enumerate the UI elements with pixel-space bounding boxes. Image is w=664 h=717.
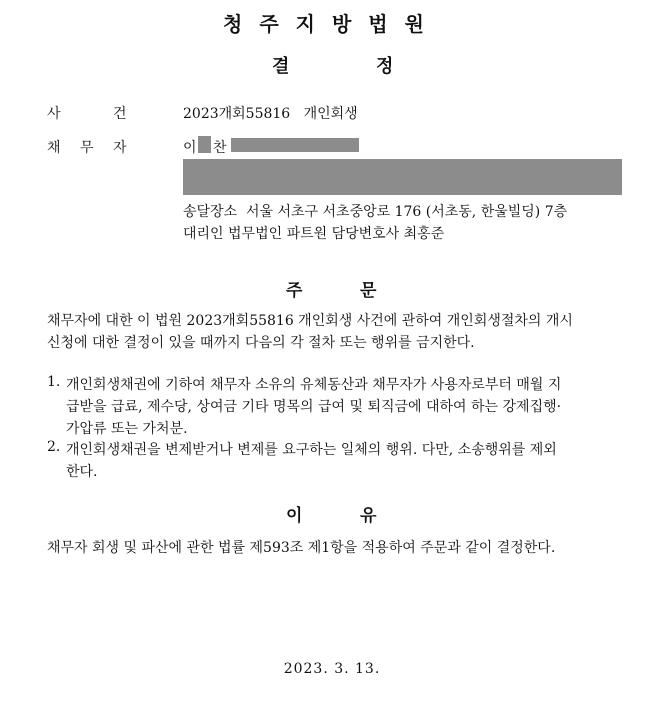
document-type-title <box>0 52 664 76</box>
order-heading-char: 주 <box>286 281 303 301</box>
debtor-name-last: 찬 <box>213 140 227 156</box>
debtor-label-char: 자 <box>113 140 127 156</box>
order-intro-line: 채무자에 대한 이 법원 2023개회55816 개인회생 사건에 관하여 개인회생절차의 개시 <box>47 313 573 329</box>
document-type-char: 정 <box>376 56 394 77</box>
decision-date: 2023. 3. 13. <box>283 661 381 677</box>
redacted-name-block <box>198 136 211 153</box>
reason-text: 채무자 회생 및 파산에 관한 법률 제593조 제1항을 적용하여 주문과 같이 결정한다. <box>47 540 556 556</box>
case-number: 2023개회55816 <box>183 106 291 122</box>
debtor-name-first: 이 <box>183 140 197 156</box>
order-item-line: 가압류 또는 가처분. <box>66 421 188 437</box>
order-item-number: 2. <box>47 439 61 455</box>
order-item-line: 개인회생채권에 기하여 채무자 소유의 유체동산과 채무자가 사용자로부터 매월 지 <box>66 377 562 393</box>
case-label-char: 건 <box>113 106 127 122</box>
case-name: 개인회생 <box>303 106 358 122</box>
document-type-char: 결 <box>272 56 290 77</box>
reason-heading-char: 유 <box>360 506 377 526</box>
legal-agent: 대리인 법무법인 파트원 담당변호사 최홍준 <box>183 226 445 242</box>
order-heading-char: 문 <box>360 281 377 301</box>
redacted-id-block <box>231 138 359 152</box>
order-item-line: 한다. <box>66 464 98 480</box>
order-item-number: 1. <box>47 374 61 390</box>
case-info <box>183 103 358 123</box>
reason-heading-char: 이 <box>286 506 303 526</box>
order-intro-line: 신청에 대한 결정이 있을 때까지 다음의 각 절차 또는 행위를 금지한다. <box>47 335 475 351</box>
case-label-char: 사 <box>47 106 61 122</box>
redacted-address-block <box>183 159 622 195</box>
reason-heading <box>0 501 664 526</box>
debtor-label-char: 채 <box>47 140 61 156</box>
debtor-label <box>0 137 160 155</box>
order-item-line: 급받을 급료, 제수당, 상여금 기타 명목의 급여 및 퇴직금에 대하여 하는 강제집행· <box>66 399 562 415</box>
service-address: 송달장소 서울 서초구 서초중앙로 176 (서초동, 한울빌딩) 7층 <box>183 204 568 220</box>
debtor-label-char: 무 <box>80 140 94 156</box>
court-name: 청주지방법원 <box>223 12 441 36</box>
order-item-line: 개인회생채권을 변제받거나 변제를 요구하는 일체의 행위. 다만, 소송행위를 제외 <box>66 442 557 458</box>
case-label <box>0 103 160 121</box>
order-heading <box>0 276 664 301</box>
